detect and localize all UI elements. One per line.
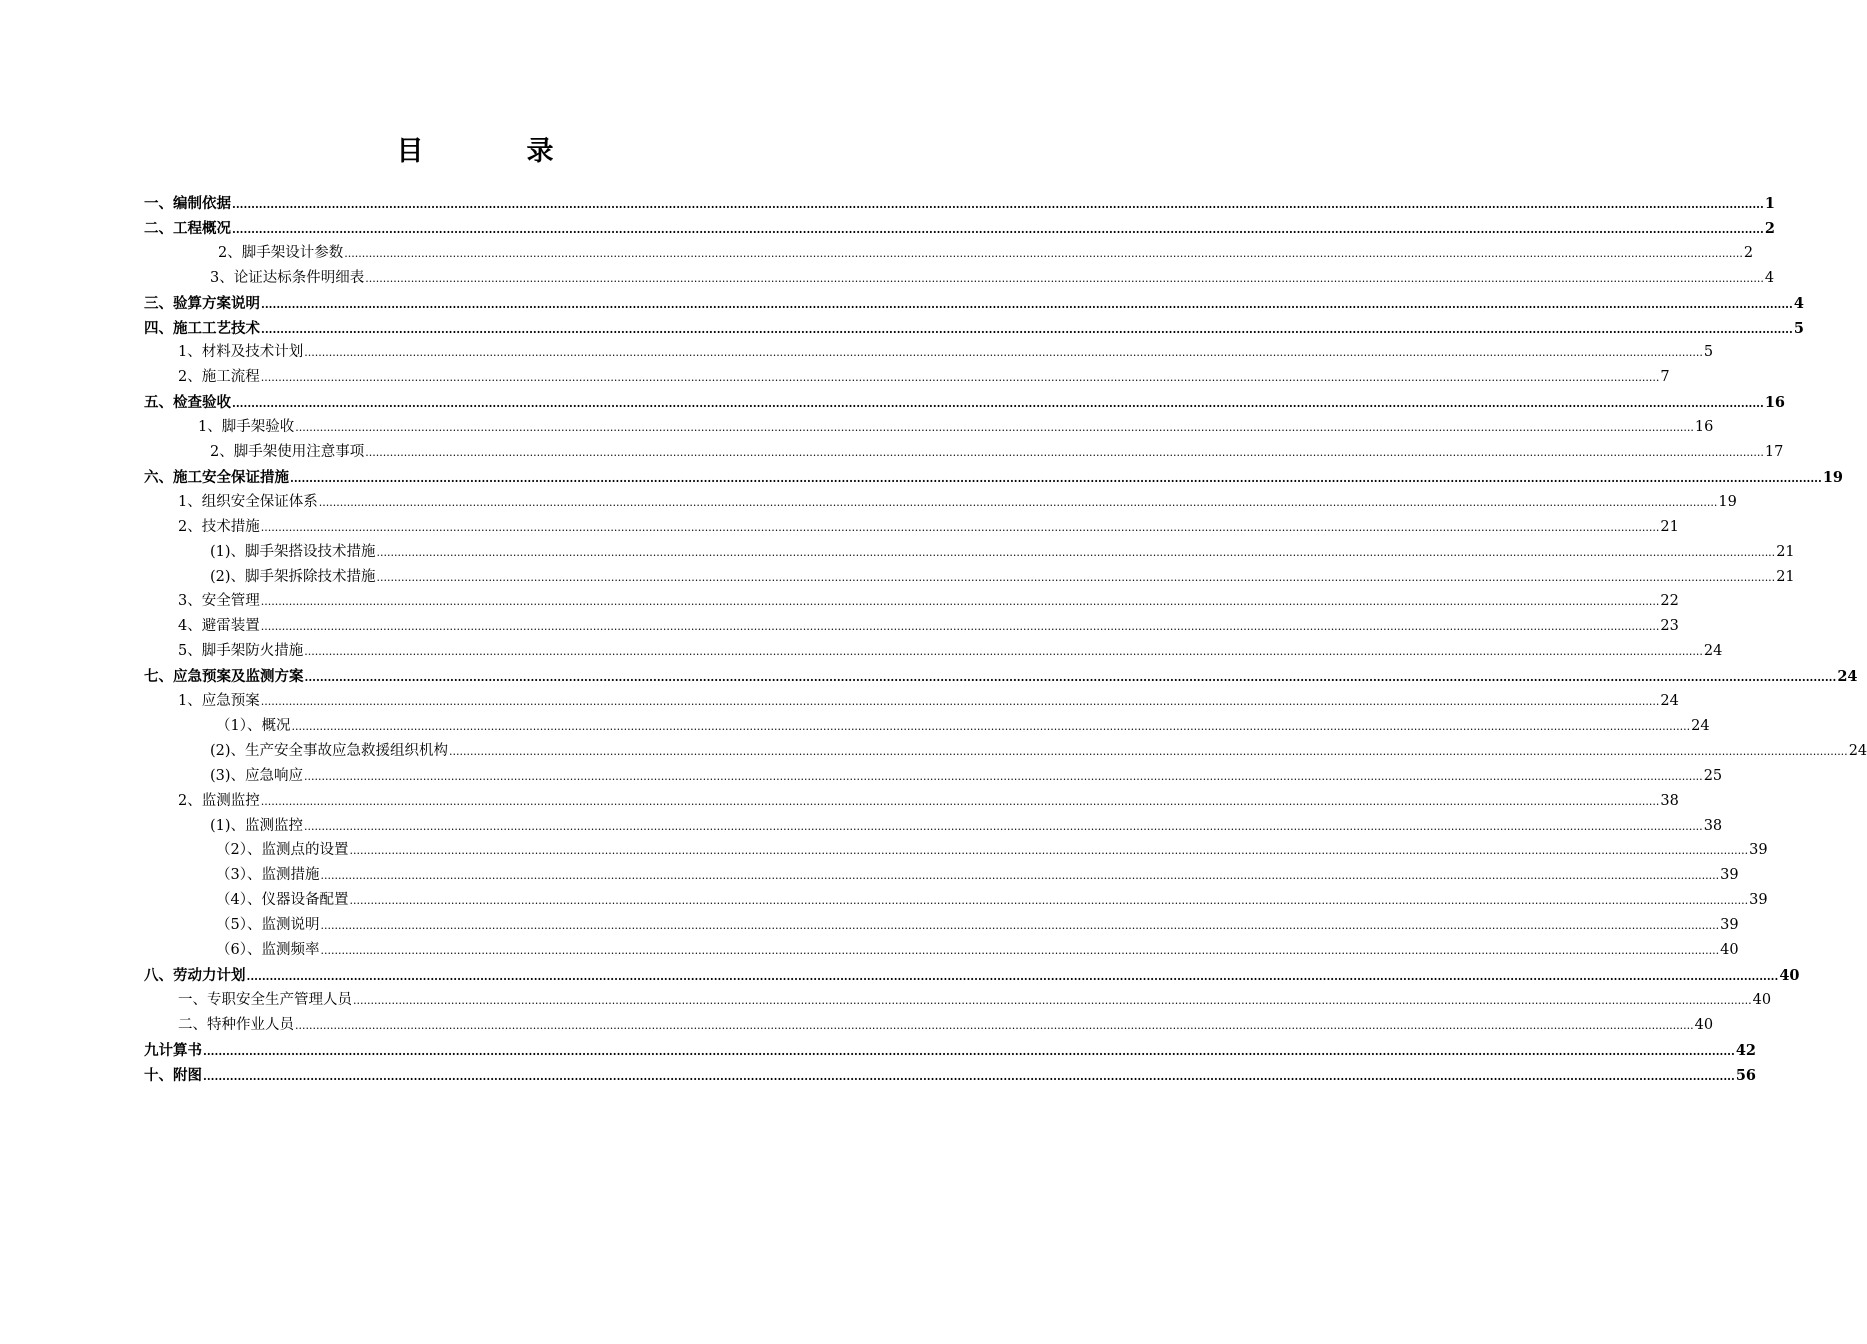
toc-entry[interactable] — [216, 938, 1739, 963]
toc-leader-dots: ................................................................................................................................................................................................................................................................................................................................................................................................................ — [260, 595, 1660, 609]
toc-leader-dots: ................................................................................................................................................................................................................................................................................................................................................................................................................ — [449, 744, 1848, 758]
toc-entry-label: 2、脚手架设计参数 — [218, 244, 344, 261]
toc-entry[interactable] — [216, 888, 1768, 913]
toc-leader-dots: ................................................................................................................................................................................................................................................................................................................................................................................................................ — [353, 993, 1752, 1007]
toc-entry-label: 一、专职安全生产管理人员 — [178, 991, 352, 1008]
toc-leader-dots: ................................................................................................................................................................................................................................................................................................................................................................................................................ — [320, 944, 1720, 957]
toc-entry[interactable] — [144, 1038, 1757, 1063]
toc-entry[interactable] — [210, 739, 1867, 764]
toc-entry-page-number: 16 — [1764, 394, 1786, 412]
toc-entry-label: （3）、监测措施 — [216, 867, 320, 884]
toc-entry-page-number: 1 — [1764, 195, 1775, 212]
toc-title: 目 录 — [396, 136, 592, 167]
toc-leader-dots: ................................................................................................................................................................................................................................................................................................................................................................................................................ — [203, 1044, 1735, 1058]
toc-entry-page-number: 5 — [1793, 319, 1804, 337]
toc-entry-label: 五、检查验收 — [144, 394, 231, 412]
toc-entry-page-number: 25 — [1703, 767, 1723, 784]
toc-entry-label: （2）、监测点的设置 — [216, 842, 349, 859]
toc-entry[interactable] — [216, 714, 1710, 739]
toc-entry[interactable] — [178, 689, 1679, 714]
toc-leader-dots: ................................................................................................................................................................................................................................................................................................................................................................................................................ — [304, 346, 1703, 360]
toc-leader-dots: ................................................................................................................................................................................................................................................................................................................................................................................................................ — [260, 520, 1660, 534]
toc-entry[interactable] — [216, 838, 1768, 863]
toc-leader-dots: ................................................................................................................................................................................................................................................................................................................................................................................................................ — [261, 297, 1793, 311]
toc-leader-dots: ................................................................................................................................................................................................................................................................................................................................................................................................................ — [304, 645, 1703, 659]
toc-leader-dots: ................................................................................................................................................................................................................................................................................................................................................................................................................ — [295, 421, 1694, 435]
toc-entry[interactable] — [178, 614, 1679, 639]
toc-entry-label: （6）、监测频率 — [216, 942, 320, 958]
toc-entry[interactable] — [210, 540, 1795, 565]
toc-entry-label: (2)、生产安全事故应急救援组织机构 — [210, 742, 449, 759]
toc-entry-page-number: 19 — [1718, 493, 1737, 510]
toc-entry-page-number: 24 — [1703, 643, 1723, 660]
toc-leader-dots: ................................................................................................................................................................................................................................................................................................................................................................................................................ — [295, 1018, 1694, 1032]
toc-entry-page-number: 40 — [1720, 942, 1739, 958]
toc-leader-dots: ................................................................................................................................................................................................................................................................................................................................................................................................................ — [260, 695, 1660, 708]
toc-entry[interactable] — [216, 913, 1739, 938]
toc-entry-page-number: 23 — [1660, 618, 1679, 635]
toc-entry[interactable] — [216, 863, 1739, 888]
toc-leader-dots: ................................................................................................................................................................................................................................................................................................................................................................................................................ — [291, 719, 1691, 733]
toc-entry-page-number: 39 — [1749, 892, 1768, 909]
toc-leader-dots: ................................................................................................................................................................................................................................................................................................................................................................................................................ — [290, 471, 1822, 485]
toc-entry[interactable] — [178, 789, 1679, 814]
toc-leader-dots: ................................................................................................................................................................................................................................................................................................................................................................................................................ — [232, 222, 1764, 236]
toc-entry-label: 3、论证达标条件明细表 — [210, 269, 365, 286]
toc-entry[interactable] — [218, 241, 1754, 266]
toc-entry-label: 二、工程概况 — [144, 219, 231, 237]
toc-entry-label: 2、技术措施 — [178, 518, 260, 535]
toc-entry-page-number: 40 — [1752, 991, 1772, 1008]
toc-entry[interactable] — [178, 340, 1714, 365]
toc-entry-page-number: 4 — [1764, 269, 1775, 286]
toc-entry-label: 八、劳动力计划 — [144, 966, 246, 984]
toc-entry-page-number: 16 — [1694, 419, 1714, 436]
toc-entry[interactable] — [178, 988, 1772, 1013]
toc-entry-label: （5）、监测说明 — [216, 917, 320, 934]
toc-entry-label: 5、脚手架防火措施 — [178, 643, 304, 660]
toc-entry[interactable] — [144, 963, 1800, 988]
toc-leader-dots: ................................................................................................................................................................................................................................................................................................................................................................................................................ — [318, 495, 1718, 509]
toc-entry-page-number: 19 — [1822, 468, 1844, 486]
toc-entry[interactable] — [178, 639, 1723, 664]
toc-entry-label: (3)、应急响应 — [210, 767, 304, 784]
toc-entry[interactable] — [210, 440, 1784, 465]
toc-entry-page-number: 5 — [1703, 344, 1714, 361]
toc-leader-dots: ................................................................................................................................................................................................................................................................................................................................................................................................................ — [260, 371, 1660, 385]
toc-entry[interactable] — [178, 365, 1670, 390]
toc-entry[interactable] — [178, 589, 1679, 614]
toc-leader-dots: ................................................................................................................................................................................................................................................................................................................................................................................................................ — [344, 246, 1743, 260]
toc-leader-dots: ................................................................................................................................................................................................................................................................................................................................................................................................................ — [203, 1069, 1735, 1083]
toc-entry-page-number: 17 — [1764, 444, 1784, 460]
toc-entry[interactable] — [210, 814, 1723, 839]
toc-entry-label: 3、安全管理 — [178, 593, 260, 610]
toc-entry-page-number: 24 — [1848, 742, 1867, 759]
toc-leader-dots: ................................................................................................................................................................................................................................................................................................................................................................................................................ — [349, 844, 1749, 858]
toc-entry-page-number: 39 — [1720, 917, 1739, 934]
toc-leader-dots: ................................................................................................................................................................................................................................................................................................................................................................................................................ — [304, 671, 1837, 685]
toc-leader-dots: ................................................................................................................................................................................................................................................................................................................................................................................................................ — [349, 894, 1749, 908]
toc-entry-label: 2、脚手架使用注意事项 — [210, 444, 365, 460]
toc-entry-page-number: 24 — [1660, 693, 1679, 709]
toc-entry-label: 二、特种作业人员 — [178, 1016, 294, 1033]
toc-entry[interactable] — [178, 490, 1737, 515]
toc-entry-page-number: 2 — [1764, 219, 1775, 237]
toc-entry[interactable] — [210, 565, 1795, 590]
toc-entry-page-number: 2 — [1743, 244, 1754, 261]
toc-entry-page-number: 39 — [1720, 867, 1739, 884]
toc-leader-dots: ................................................................................................................................................................................................................................................................................................................................................................................................................ — [246, 969, 1779, 983]
toc-entry-page-number: 22 — [1660, 593, 1679, 610]
toc-entry-label: 1、脚手架验收 — [198, 419, 295, 436]
toc-entry-label: 七、应急预案及监测方案 — [144, 668, 304, 686]
toc-leader-dots: ................................................................................................................................................................................................................................................................................................................................................................................................................ — [320, 869, 1720, 883]
toc-entry[interactable] — [210, 764, 1723, 789]
toc-entry[interactable] — [198, 415, 1714, 440]
toc-entry[interactable] — [144, 664, 1858, 689]
toc-entry[interactable] — [144, 390, 1786, 415]
toc-entry-label: (1)、脚手架搭设技术措施 — [210, 543, 376, 560]
toc-entry[interactable] — [144, 191, 1775, 216]
toc-entry-label: (1)、监测监控 — [210, 817, 304, 834]
toc-entry-page-number: 4 — [1793, 294, 1804, 312]
toc-entry-label: 四、施工工艺技术 — [144, 319, 260, 337]
toc-entry-page-number: 24 — [1837, 668, 1858, 686]
toc-entry[interactable] — [144, 216, 1775, 241]
toc-entry-label: （4）、仪器设备配置 — [216, 892, 349, 909]
toc-entry-page-number: 21 — [1660, 518, 1679, 535]
toc-entry-page-number: 21 — [1776, 568, 1795, 585]
toc-entry-page-number: 7 — [1660, 369, 1670, 386]
toc-entry-page-number: 40 — [1779, 966, 1800, 984]
toc-entry[interactable] — [210, 266, 1775, 291]
toc-leader-dots: ................................................................................................................................................................................................................................................................................................................................................................................................................ — [304, 769, 1703, 783]
toc-entry-label: 2、监测监控 — [178, 792, 260, 809]
toc-entry-label: 六、施工安全保证措施 — [144, 468, 289, 486]
toc-entry-label: 一、编制依据 — [144, 195, 231, 212]
toc-leader-dots: ................................................................................................................................................................................................................................................................................................................................................................................................................ — [260, 620, 1660, 634]
toc-entry-label: 4、避雷装置 — [178, 618, 260, 635]
toc-entry-page-number: 40 — [1694, 1016, 1714, 1033]
toc-entry[interactable] — [144, 1063, 1757, 1088]
toc-leader-dots: ................................................................................................................................................................................................................................................................................................................................................................................................................ — [365, 271, 1764, 285]
toc-entry-label: （1）、概况 — [216, 717, 291, 734]
toc-entry-page-number: 42 — [1735, 1041, 1757, 1059]
toc-leader-dots: ................................................................................................................................................................................................................................................................................................................................................................................................................ — [232, 397, 1764, 411]
toc-entry[interactable] — [144, 465, 1844, 490]
toc-leader-dots: ................................................................................................................................................................................................................................................................................................................................................................................................................ — [260, 794, 1660, 808]
toc-entry-label: 1、组织安全保证体系 — [178, 493, 318, 510]
toc-entry[interactable] — [178, 1013, 1714, 1038]
toc-leader-dots: ................................................................................................................................................................................................................................................................................................................................................................................................................ — [261, 322, 1793, 336]
toc-leader-dots: ................................................................................................................................................................................................................................................................................................................................................................................................................ — [304, 819, 1703, 833]
toc-entry-page-number: 38 — [1703, 817, 1723, 834]
toc-entry-label: 1、材料及技术计划 — [178, 344, 304, 361]
toc-leader-dots: ................................................................................................................................................................................................................................................................................................................................................................................................................ — [232, 198, 1764, 211]
toc-leader-dots: ................................................................................................................................................................................................................................................................................................................................................................................................................ — [376, 570, 1776, 584]
toc-entry-label: 2、施工流程 — [178, 369, 260, 386]
toc-entry-label: 九计算书 — [144, 1041, 202, 1059]
toc-entry-label: 三、验算方案说明 — [144, 294, 260, 312]
toc-leader-dots: ................................................................................................................................................................................................................................................................................................................................................................................................................ — [320, 919, 1720, 933]
toc-entry-page-number: 24 — [1691, 717, 1710, 734]
toc-entry-page-number: 21 — [1776, 543, 1795, 560]
toc-entry[interactable] — [178, 515, 1679, 540]
toc-entry[interactable] — [144, 316, 1804, 341]
toc-entry-page-number: 56 — [1735, 1066, 1757, 1084]
toc-entry-label: 十、附图 — [144, 1066, 202, 1084]
toc-leader-dots: ................................................................................................................................................................................................................................................................................................................................................................................................................ — [376, 545, 1776, 559]
toc-entry[interactable] — [144, 291, 1804, 316]
toc-leader-dots: ................................................................................................................................................................................................................................................................................................................................................................................................................ — [365, 446, 1764, 459]
toc-entry-label: (2)、脚手架拆除技术措施 — [210, 568, 376, 585]
toc-entry-page-number: 39 — [1749, 842, 1768, 859]
toc-entry-page-number: 38 — [1660, 792, 1679, 809]
toc-entry-label: 1、应急预案 — [178, 693, 260, 709]
